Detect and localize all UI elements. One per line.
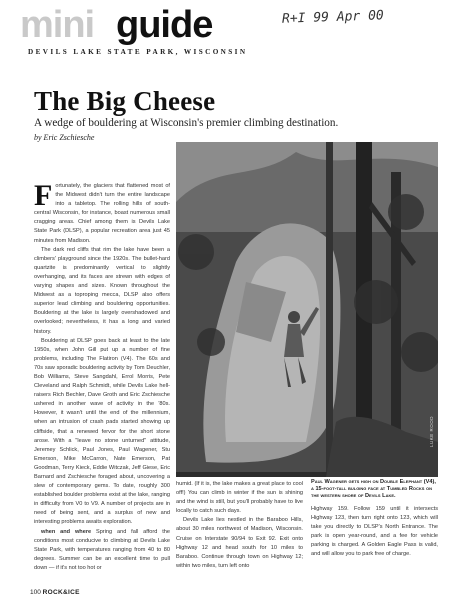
text-column-2 [176, 480, 303, 585]
when-where-paragraph: when and where Spring and fall afford the conditions most conducive to climbing at Devils Lake State Park, with temperatures ranging from 40 to 80 degrees. Summer can be an excellent time to pull down — if it's not too hot or [34, 528, 170, 571]
magazine-name: ROCK&ICE [42, 589, 80, 596]
bouldering-photo [176, 142, 438, 477]
paragraph: The dark red cliffs that rim the lake have been a climbers' playground since the 1920s. The bullet-hard quartzite is predominantly vertical to slightly overhanging, and its faces are strewn with edges of varying shapes and sizes. Known throughout the Midwest as a toproping mecca, DLSP also offers superior lead climbing and bouldering opportunities. Bouldering at the lake is largely overshadowed and overlooked; nevertheless, it has a long and varied history. [34, 246, 170, 335]
article-byline: by Eric Zschiesche [34, 133, 95, 142]
article-deck: A wedge of bouldering at Wisconsin's premier climbing destination. [34, 117, 339, 129]
paragraph: Bouldering at DLSP goes back at least to the late 1950s, when John Gill put up a number of fine problems, including The Flatiron (V4). The 60s and 70s saw sporadic bouldering activity by Tom Deuchler, Bob Williams, Steve Sangdahl, Errol Morris, Pete Cleveland and Ralph Schmidt, while Devils Lake hell-raisers Rich Bechler, Dave Groth and Eric Zschiesche ushered in another wave of activity in the '80s. However, it wasn't until the end of the millennium, when an intrusion of crash pads started showing up cliffside, that a renewed fervor for the short stone arose. With a "leave no stone unturned" attitude, Jeremey Schlick, Paul Jones, Paul Wagener, Stu Emerson, Mike McCarron, Nate Emerson, Pat Goodman, Terry Kieck, Eddie Witczak, Jeff Giese, Eric Barnard and Zschiesche foraged about, uncovering a slew of contemporary gems. To date, roughly 300 established boulder problems exist at the lake, ranging in difficulty from V0 to V9. A number of projects are in need of being sent, and a surplus of new and interesting problems awaits exploration. [34, 337, 170, 526]
logo-mini: mini [20, 4, 95, 46]
runin-head: when and where [41, 528, 92, 535]
photo-credit: LUKE ROOD [429, 415, 434, 447]
paragraph: Highway 159. Follow 159 until it intersects Highway 123, then turn right onto 123, which will take you directly to DLSP's North Entrance. The park is open year-round, and a fee for vehicle parking is charged. A Golden Eagle Pass is valid, and will allow you to park free of charge. [311, 506, 438, 558]
photo-caption: Paul Wagener gets high on Double Elephant (V4), a 15-foot-tall bulging face at Tumbled Rocks on the western shore of Devils Lake. [311, 479, 436, 499]
page-folio [30, 589, 80, 596]
logo-guide: guide [116, 4, 213, 46]
paragraph: humid. (If it is, the lake makes a great place to cool off!) You can climb in winter if the sun is shining and the wind is still, but you'll probably have to live locally to catch such days. [176, 481, 303, 515]
paragraph: Devils Lake lies nestled in the Baraboo Hills, about 30 miles northwest of Madison, Wisconsin. Cruise on Interstate 90/94 to Exit 92. Exit onto Highway 12 and head south for 10 miles to Baraboo. Continue through town on Highway 12; within two miles, turn left onto [176, 517, 303, 569]
handwritten-note: R+I 99 Apr 00 [281, 8, 384, 27]
text-column-3 [311, 479, 438, 585]
article-title: The Big Cheese [34, 86, 216, 116]
text-column-1 [34, 182, 170, 582]
opening-paragraph: Fortunately, the glaciers that flattened most of the Midwest didn't turn the entire landscape into a tabletop. The rolling hills of south-central Wisconsin, for instance, boast numerous small cragging areas. Chief among them is Devils Lake State Park (DLSP), a popular recreation area just 45 minutes from Madison. [34, 182, 170, 244]
location-kicker: DEVILS LAKE STATE PARK, WISCONSIN [28, 48, 248, 56]
drop-cap: F [34, 182, 53, 212]
forest-boulder-illustration [176, 142, 438, 477]
page-number: 100 [30, 589, 41, 596]
